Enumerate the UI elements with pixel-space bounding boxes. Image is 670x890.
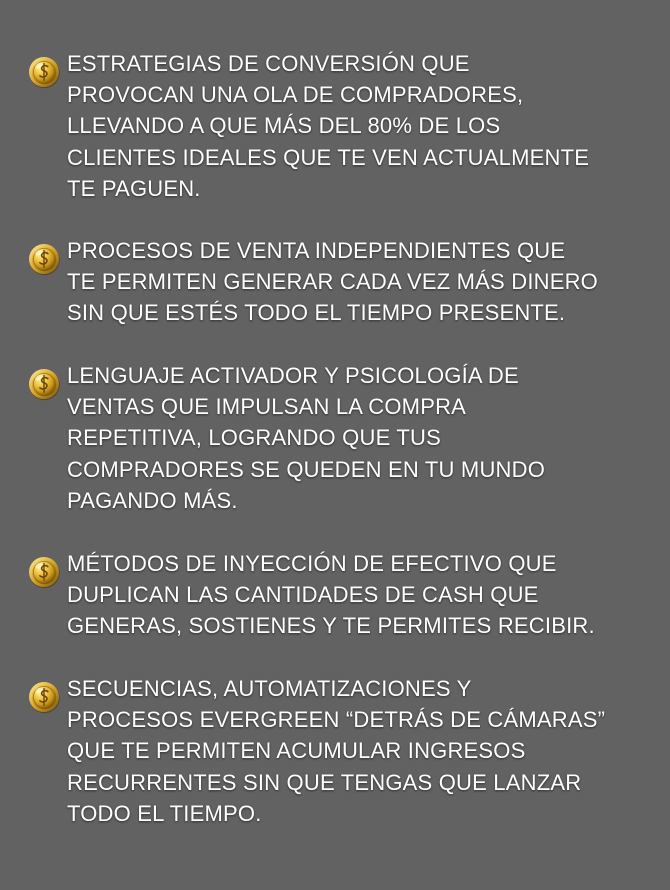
benefit-text: PROCESOS DE VENTA INDEPENDIENTES QUE TE PERMITEN GENERAR CADA VEZ MÁS DINERO SIN QUE ESTÉS TODO EL TIEMPO PRESENTE. bbox=[67, 238, 598, 326]
gold-coin-icon bbox=[26, 679, 62, 715]
benefit-text: MÉTODOS DE INYECCIÓN DE EFECTIVO QUE DUPLICAN LAS CANTIDADES DE CASH QUE GENERAS, SOSTIENES Y TE PERMITES RECIBIR. bbox=[67, 551, 595, 639]
gold-coin-icon bbox=[26, 554, 62, 590]
benefit-text: LENGUAJE ACTIVADOR Y PSICOLOGÍA DE VENTAS QUE IMPULSAN LA COMPRA REPETITIVA, LOGRANDO QUE TUS COMPRADORES SE QUEDEN EN TU MUNDO PAGANDO MÁS. bbox=[67, 363, 546, 513]
gold-coin-icon bbox=[26, 54, 62, 90]
benefit-text: SECUENCIAS, AUTOMATIZACIONES Y PROCESOS EVERGREEN “DETRÁS DE CÁMARAS” QUE TE PERMITEN ACUMULAR INGRESOS RECURRENTES SIN QUE TENGAS QUE LANZAR TODO EL TIEMPO. bbox=[67, 676, 606, 826]
gold-coin-icon bbox=[26, 241, 62, 277]
benefit-text: ESTRATEGIAS DE CONVERSIÓN QUE PROVOCAN UNA OLA DE COMPRADORES, LLEVANDO A QUE MÁS DEL 80% DE LOS CLIENTES IDEALES QUE TE VEN ACTUALMENTE TE PAGUEN. bbox=[67, 51, 590, 201]
gold-coin-icon bbox=[26, 366, 62, 402]
